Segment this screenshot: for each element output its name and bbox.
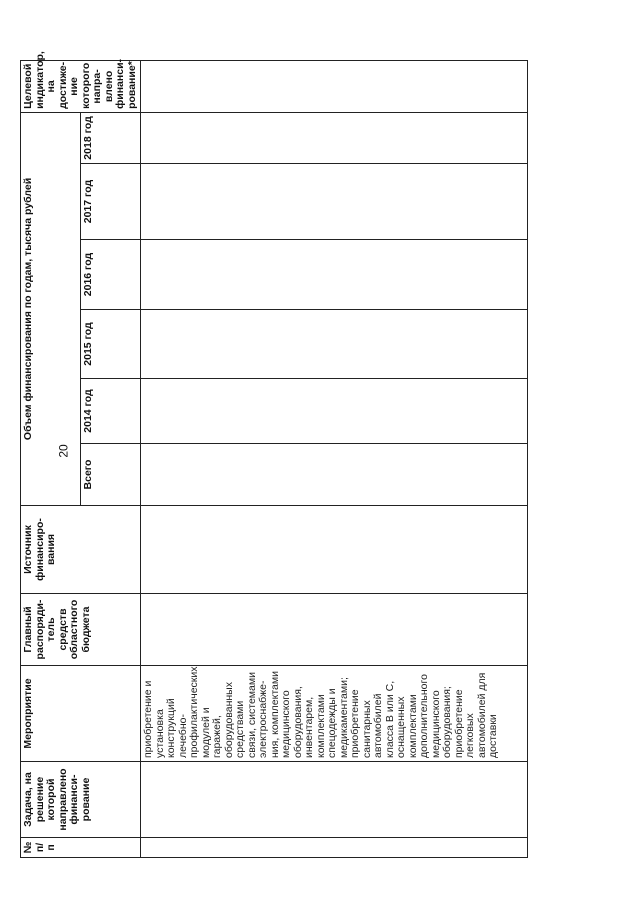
cell-distributor — [141, 594, 528, 666]
header-volume-group: Объем финансирования по годам, тысяча рублей — [21, 112, 81, 505]
header-year-2016: 2016 год — [81, 240, 141, 310]
cell-total — [141, 444, 528, 506]
header-year-2015: 2015 год — [81, 310, 141, 379]
cell-year-2014 — [141, 379, 528, 444]
header-indicator: Целевой индикатор, на достиже-ние которого напра-влено финанси-рование* — [21, 60, 141, 112]
cell-year-2016 — [141, 240, 528, 310]
header-row — [21, 60, 81, 857]
cell-no — [141, 838, 528, 858]
cell-year-2015 — [141, 310, 528, 379]
header-task: Задача, на решение которой направлено финанси-рование — [21, 762, 141, 838]
header-year-2014: 2014 год — [81, 379, 141, 444]
header-distributor: Главный распоряди-тель средств областного бюджета — [21, 594, 141, 666]
header-total: Всего — [81, 444, 141, 506]
cell-task — [141, 762, 528, 838]
page-number-text: 20 — [56, 444, 71, 458]
header-no: № п/п — [21, 838, 141, 858]
header-measure: Мероприятие — [21, 666, 141, 762]
financing-table — [20, 51, 528, 858]
cell-indicator — [141, 60, 528, 112]
header-year-2018: 2018 год — [81, 112, 141, 163]
cell-year-2017 — [141, 164, 528, 240]
cell-source — [141, 506, 528, 594]
cell-measure: приобретение и установка конструкций лечебно-профилактических модулей и гаражей, оборудованных средствами связи, системами электроснабже-ния, комплектами медицинского оборудования, инвентарем, комплектами спецодежды и медикаментами; приобретение санитарных автомобилей класса В или С, оснащенных комплектами дополнительного медицинского оборудования; приобретение легковых автомобилей для доставки — [141, 666, 528, 762]
cell-year-2018 — [141, 112, 528, 163]
rotated-page — [20, 51, 620, 858]
header-year-2017: 2017 год — [81, 164, 141, 240]
table-row — [141, 60, 528, 857]
header-source: Источник финансиро-вания — [21, 506, 141, 594]
